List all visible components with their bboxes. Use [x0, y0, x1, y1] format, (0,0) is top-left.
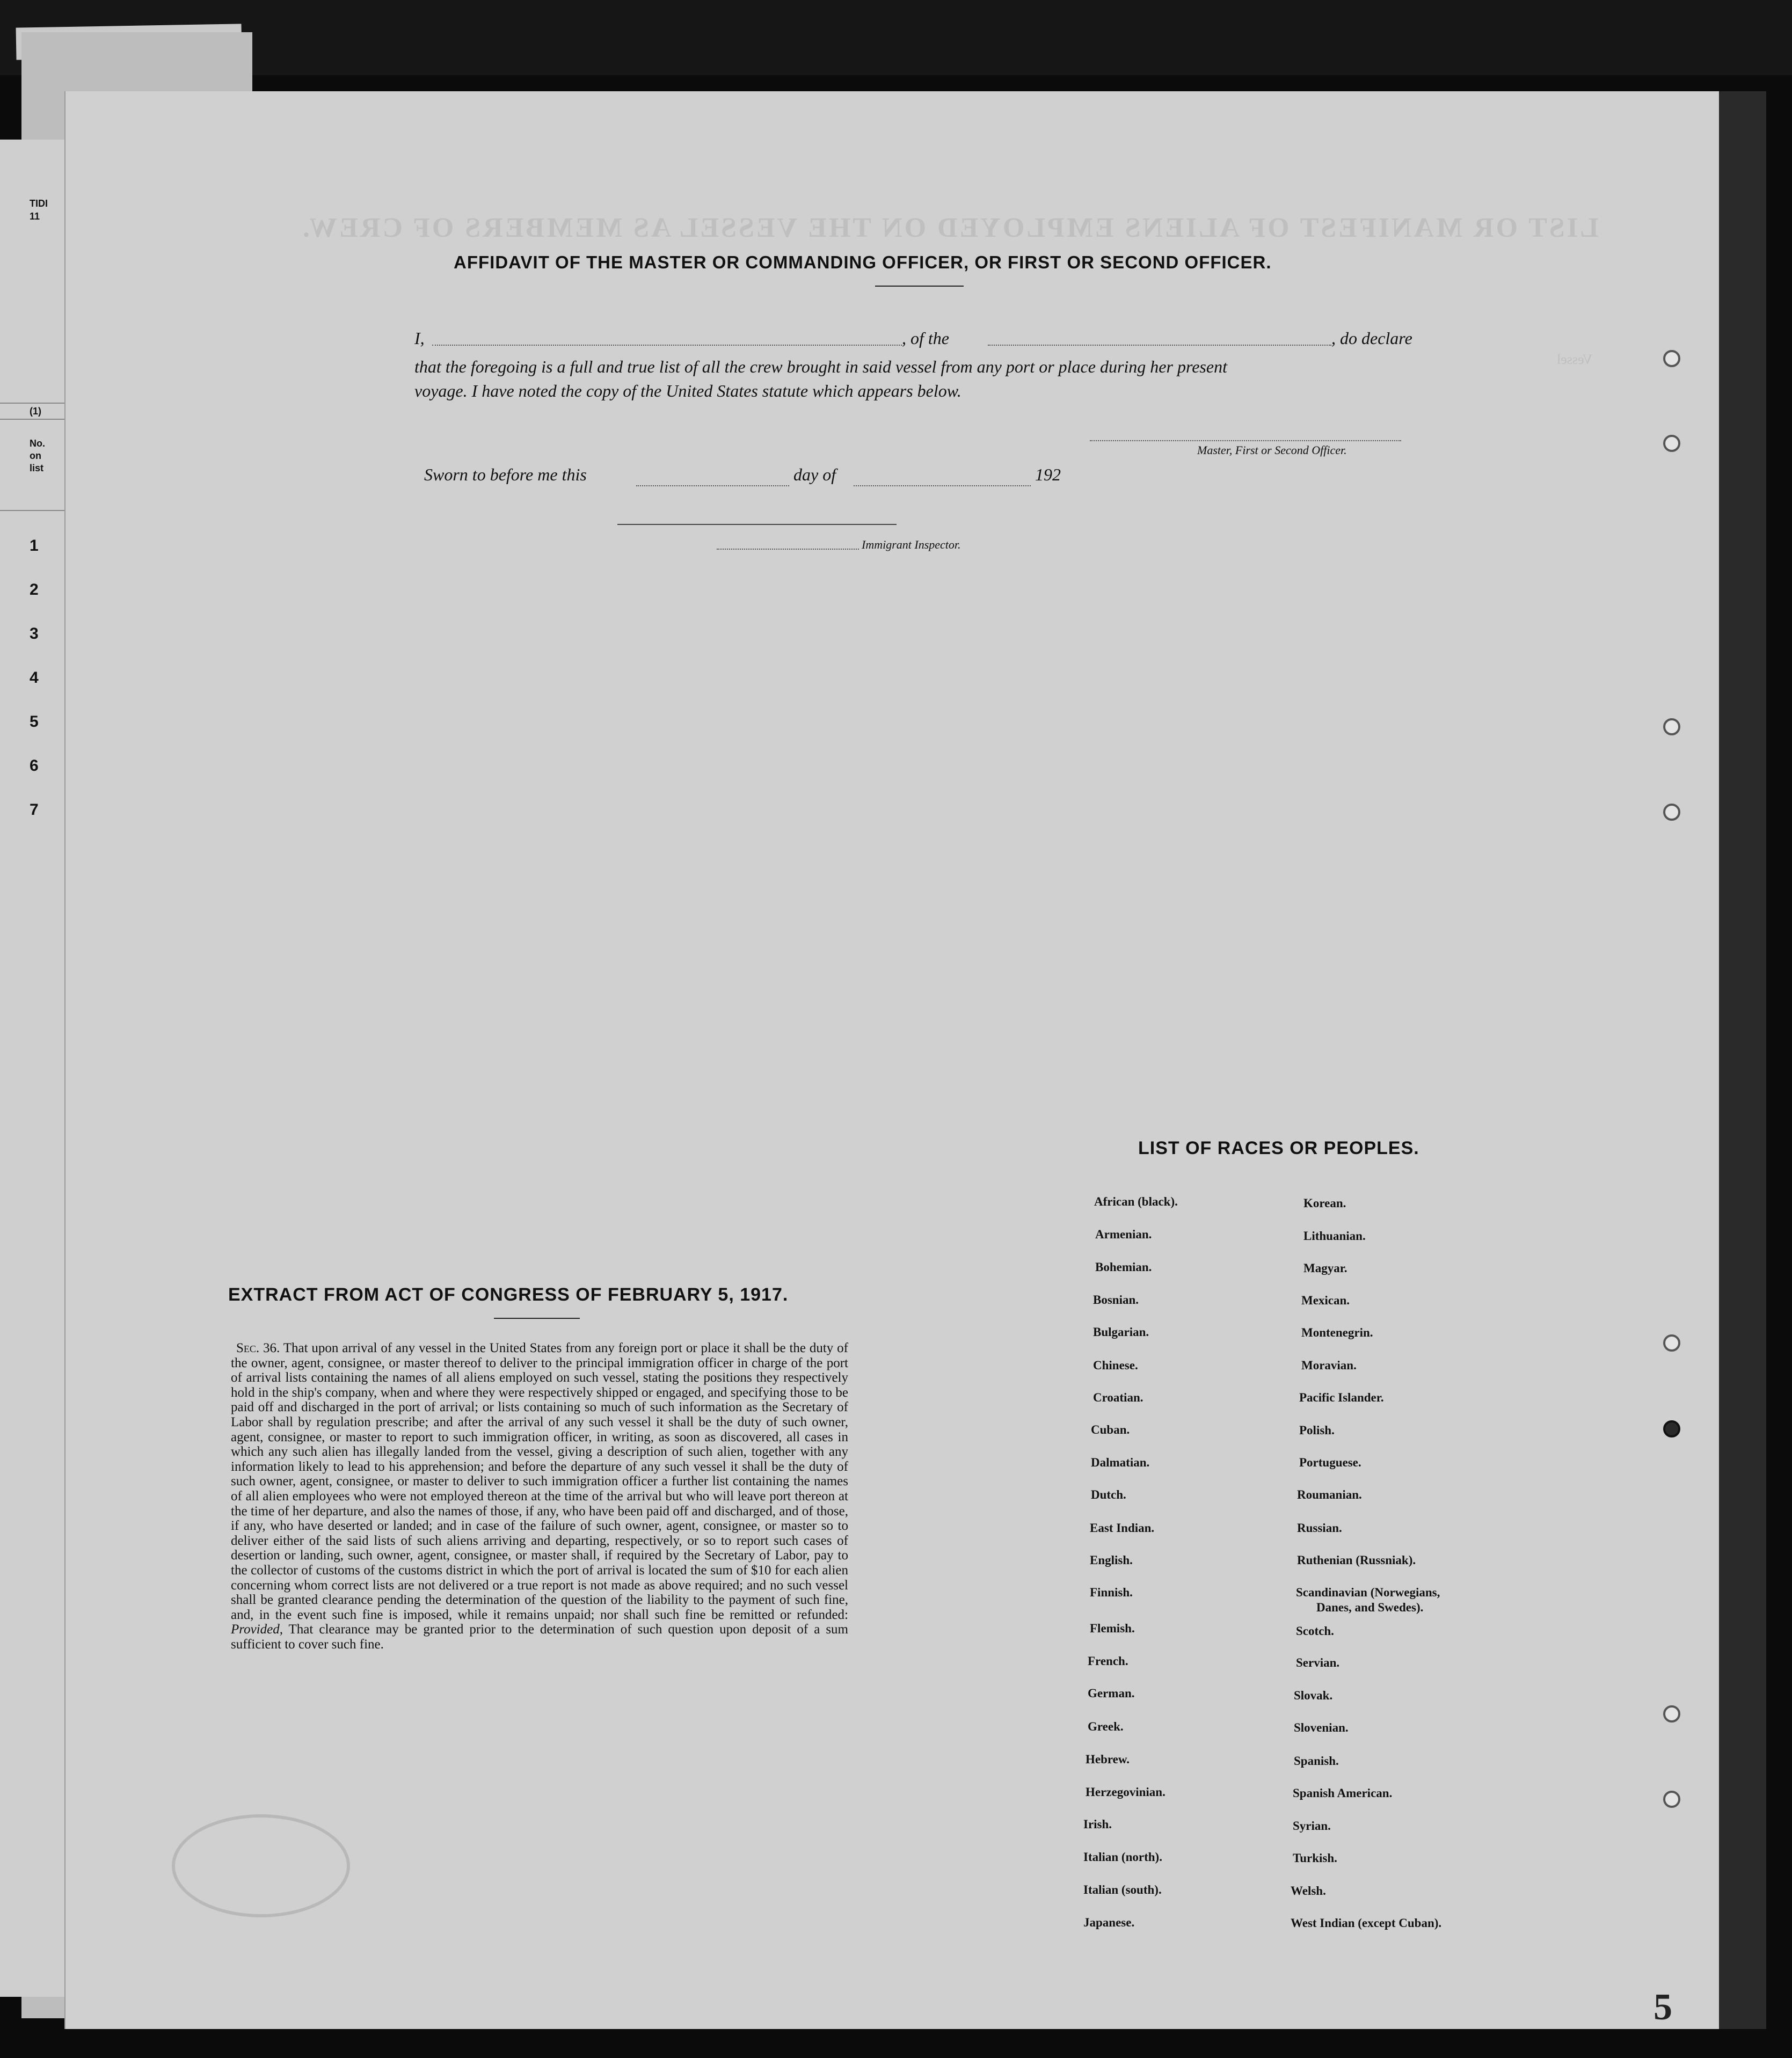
race-right-item: Slovak.: [1294, 1689, 1333, 1702]
strip-header-num: 11: [30, 211, 40, 222]
strip-col-label: No.: [30, 438, 45, 449]
strip-row-number: 6: [30, 757, 39, 775]
strip-row-number: 5: [30, 713, 39, 731]
binder-hole: [1663, 718, 1680, 735]
race-right-item: Mexican.: [1301, 1294, 1350, 1307]
month-blank: [854, 485, 1031, 486]
race-right-item: Polish.: [1299, 1424, 1335, 1437]
race-left-item: Dalmatian.: [1091, 1456, 1150, 1469]
margin-note: 5: [1653, 1987, 1672, 2028]
affidavit-line2: that the foregoing is a full and true list of all the crew brought in said vessel from any port or place during her present: [414, 357, 1227, 376]
bleed-through-title: LIST OR MANIFEST OF ALIENS EMPLOYED ON THE VESSEL AS MEMBERS OF CREW.: [301, 213, 1599, 243]
race-left-item: Finnish.: [1090, 1586, 1133, 1599]
strip-divider: [0, 510, 70, 511]
strip-col-label: on: [30, 450, 41, 461]
race-right-item: Pacific Islander.: [1299, 1391, 1384, 1404]
race-right-item: Slovenian.: [1294, 1721, 1349, 1734]
race-left-item: Armenian.: [1095, 1228, 1152, 1241]
race-left-item: Cuban.: [1091, 1423, 1130, 1436]
race-right-item: Ruthenian (Russniak).: [1297, 1553, 1416, 1567]
race-right-item: Spanish American.: [1293, 1786, 1393, 1800]
race-left-item: Croatian.: [1093, 1391, 1143, 1404]
vessel-blank: [988, 345, 1331, 346]
strip-divider: [0, 403, 70, 404]
race-right-item: Portuguese.: [1299, 1456, 1361, 1469]
race-right-item: Servian.: [1296, 1656, 1340, 1669]
race-right-item: Russian.: [1297, 1521, 1342, 1535]
race-left-item: African (black).: [1094, 1195, 1178, 1208]
race-left-item: Bosnian.: [1093, 1293, 1139, 1307]
race-left-item: East Indian.: [1090, 1521, 1155, 1535]
race-left-item: Flemish.: [1090, 1622, 1135, 1635]
race-left-item: Japanese.: [1083, 1916, 1135, 1929]
affidavit-line1-start: I,: [414, 329, 425, 348]
extract-title: EXTRACT FROM ACT OF CONGRESS OF FEBRUARY 5, 1917.: [228, 1285, 789, 1305]
master-signature-blank: [1090, 440, 1401, 441]
race-right-item: Welsh.: [1291, 1884, 1326, 1898]
strip-row-number: 3: [30, 625, 39, 643]
page-edge-shadow: [1718, 91, 1766, 2029]
extract-tail: That clearance may be granted prior to the determination of such question upon deposit of a sum sufficient to cover such fine.: [231, 1622, 848, 1652]
inspector-label: Immigrant Inspector.: [862, 538, 961, 551]
race-left-item: Bohemian.: [1095, 1260, 1152, 1274]
binder-hole: [1663, 1334, 1680, 1352]
race-right-item: Syrian.: [1293, 1819, 1331, 1833]
race-left-item: Herzegovinian.: [1086, 1785, 1165, 1799]
strip-row-number: 2: [30, 581, 39, 599]
race-right-item: Scotch.: [1296, 1624, 1334, 1638]
race-right-item: Korean.: [1303, 1196, 1346, 1210]
strip-row-number: 1: [30, 537, 39, 554]
name-blank: [432, 345, 902, 346]
strip-col-marker: (1): [30, 406, 41, 417]
title-rule: [875, 286, 964, 287]
scan-background: [0, 0, 1792, 75]
master-label: Master, First or Second Officer.: [1197, 443, 1347, 457]
race-left-item: Bulgarian.: [1093, 1325, 1149, 1339]
affidavit-line1-end: , do declare: [1331, 329, 1412, 348]
sworn-year: 192: [1035, 465, 1061, 484]
race-left-item: Chinese.: [1093, 1359, 1138, 1372]
race-right-item: Moravian.: [1301, 1359, 1357, 1372]
binder-hole: [1663, 435, 1680, 452]
race-left-item: German.: [1088, 1687, 1135, 1700]
strip-divider: [0, 419, 70, 420]
race-right-item: Scandinavian (Norwegians,: [1296, 1586, 1440, 1599]
extract-body: [231, 1341, 848, 1652]
race-left-item: English.: [1090, 1553, 1133, 1567]
affidavit-line3: voyage. I have noted the copy of the United States statute which appears below.: [414, 381, 961, 400]
race-right-item: Montenegrin.: [1301, 1326, 1373, 1339]
faint-stamp: [172, 1814, 350, 1917]
binder-hole: [1663, 1791, 1680, 1808]
binder-hole: [1663, 1420, 1680, 1437]
binder-hole: [1663, 1705, 1680, 1723]
affidavit-title: AFFIDAVIT OF THE MASTER OR COMMANDING OFFICER, OR FIRST OR SECOND OFFICER.: [454, 252, 1272, 272]
strip-header-top: TIDI: [30, 198, 48, 209]
extract-body-text: That upon arrival of any vessel in the United States from any foreign port or place it shall be the duty of the owner, agent, consignee, or master thereof to deliver to the principal immigration officer in charge of the port of arrival lists containing the names of all aliens employed on such vessel, stating the positions they respectively hold in the ship's company, when and where they were respectively shipped or engaged, and specifying those to be paid off and discharged in the port of arrival; or lists containing so much of such information as the Secretary of Labor shall by regulation prescribe; and after the arrival of any such vessel it shall be the duty of such owner, agent, consignee, or master to report to such immigration officer, in writing, as soon as discovered, all cases in which any such alien has illegally landed from the vessel, giving a description of such alien, together with any information likely to lead to his apprehension; and before the departure of any such vessel it shall be the duty of such owner, agent, consignee, or master to deliver to such immigration officer a further list containing the names of all alien employees who were not employed thereon at the time of the arrival but who will leave port thereon at the time of her departure, and also the names of those, if any, who have been paid off and discharged, and of those, if any, who have deserted or landed; and in case of the failure of such owner, agent, consignee, or master so to deliver either of the said lists of such aliens arriving and departing, respectively, or so to report such cases of desertion or landing, such owner, agent, consignee, or master shall, if required by the Secretary of Labor, pay to the collector of customs of the customs district in which the port of arrival is located the sum of $10 for each alien concerning whom correct lists are not delivered or a true report is not made as above required; and no such vessel shall be granted clearance pending the determination of the question of the liability to the payment of such fine, and, in the event such fine is imposed, while it remains unpaid; nor shall such fine be remitted or refunded:: [231, 1341, 848, 1622]
strip-row-number: 7: [30, 801, 39, 819]
extract-section: Sec. 36.: [236, 1341, 280, 1355]
race-left-item: Irish.: [1083, 1818, 1112, 1831]
race-right-item: Turkish.: [1293, 1851, 1337, 1865]
race-left-item: Hebrew.: [1086, 1753, 1130, 1766]
sworn-start: Sworn to before me this: [424, 465, 587, 484]
race-right-item: Spanish.: [1294, 1754, 1339, 1768]
inspector-blank: [717, 549, 859, 550]
inspector-signature-line: [617, 524, 897, 525]
race-right-item: Magyar.: [1303, 1261, 1347, 1275]
race-right-item: Danes, and Swedes).: [1316, 1601, 1424, 1614]
binder-hole: [1663, 350, 1680, 367]
race-left-item: Italian (north).: [1083, 1850, 1162, 1864]
binder-hole: [1663, 804, 1680, 821]
day-blank: [636, 485, 789, 486]
bleed-through-vessel: Vessel: [1557, 352, 1593, 367]
race-right-item: Lithuanian.: [1303, 1229, 1366, 1243]
sworn-mid: day of: [793, 465, 836, 484]
strip-col-label: list: [30, 463, 44, 473]
races-title: LIST OF RACES OR PEOPLES.: [1138, 1138, 1419, 1158]
extract-rule: [494, 1318, 580, 1319]
race-left-item: Greek.: [1088, 1720, 1124, 1733]
race-left-item: French.: [1088, 1654, 1128, 1668]
race-right-item: West Indian (except Cuban).: [1291, 1916, 1442, 1930]
affidavit-line1-mid: , of the: [902, 329, 949, 348]
race-left-item: Dutch.: [1091, 1488, 1126, 1501]
previous-page-strip: [0, 140, 70, 1997]
strip-row-number: 4: [30, 669, 39, 687]
extract-provided: Provided,: [231, 1622, 283, 1637]
race-right-item: Roumanian.: [1297, 1488, 1362, 1501]
race-left-item: Italian (south).: [1083, 1883, 1162, 1896]
